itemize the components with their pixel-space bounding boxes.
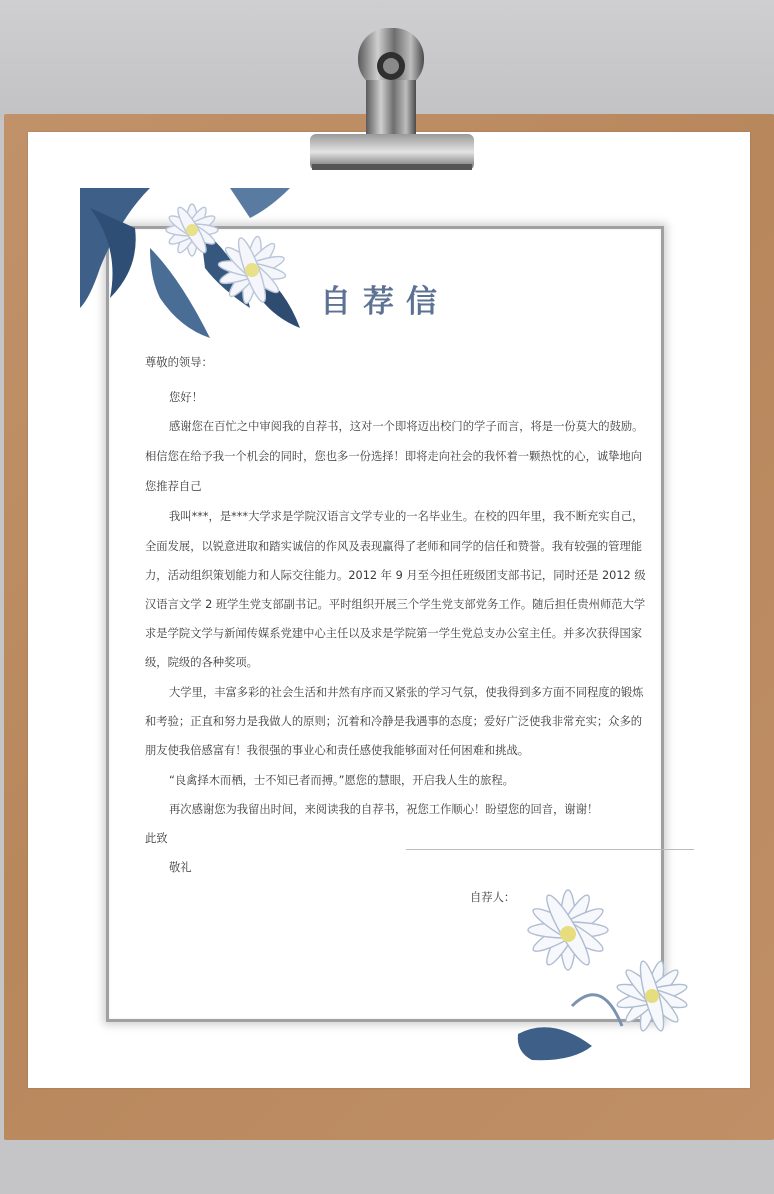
signer-label: 自荐人： <box>470 891 516 904</box>
paragraph-line: 朋友使我倍感富有！我很强的事业心和责任感使我能够面对任何困难和挑战。 <box>145 744 530 757</box>
paragraph-line: 您推荐自己 <box>145 480 202 493</box>
salutation: 尊敬的领导： <box>145 356 213 369</box>
paragraph-line: 级，院级的各种奖项。 <box>145 656 258 669</box>
paragraph-line: 我叫***，是***大学求是学院汉语言文学专业的一名毕业生。在校的四年里，我不断充实自己， <box>169 510 644 523</box>
paragraph-line: 力，活动组织策划能力和人际交往能力。2012 年 9 月至今担任班级团支部书记，同时还是 2012 级 <box>145 569 646 582</box>
paragraph-line: 全面发展，以锐意进取和踏实诚信的作风及表现赢得了老师和同学的信任和赞誉。我有较强的管理能 <box>145 540 643 553</box>
closing-salute: 敬礼 <box>169 861 192 874</box>
floral-decoration-top-icon <box>80 188 320 358</box>
greeting: 您好！ <box>169 391 203 404</box>
closing-regards: 此致 <box>145 832 168 845</box>
letter-title: 自荐信 <box>320 284 449 320</box>
binder-clip-icon <box>300 24 480 176</box>
paragraph-line: 和考验；正直和努力是我做人的原则；沉着和冷静是我遇事的态度；爱好广泛使我非常充实；众多的 <box>145 715 643 728</box>
signature-divider <box>406 849 694 850</box>
paragraph-line: 再次感谢您为我留出时间，来阅读我的自荐书，祝您工作顺心！盼望您的回音，谢谢！ <box>169 803 599 816</box>
paragraph-line: 相信您在给予我一个机会的同时，您也多一份选择！即将走向社会的我怀着一颗热忱的心，诚挚地向 <box>145 450 643 463</box>
paragraph-line: 求是学院文学与新闻传媒系党建中心主任以及求是学院第一学生党总支办公室主任。并多次获得国家 <box>145 627 643 640</box>
floral-decoration-bottom-icon <box>512 856 702 1062</box>
paragraph-line: 汉语言文学 2 班学生党支部副书记。平时组织开展三个学生党支部党务工作。随后担任贵州师范大学 <box>145 598 646 611</box>
paragraph-line: “良禽择木而栖，士不知已者而搏。”愿您的慧眼，开启我人生的旅程。 <box>169 774 514 787</box>
paragraph-line: 大学里，丰富多彩的社会生活和井然有序而又紧张的学习气氛，使我得到多方面不同程度的锻炼 <box>169 686 644 699</box>
paragraph-line: 感谢您在百忙之中审阅我的自荐书，这对一个即将迈出校门的学子而言，将是一份莫大的鼓励。 <box>169 420 644 433</box>
